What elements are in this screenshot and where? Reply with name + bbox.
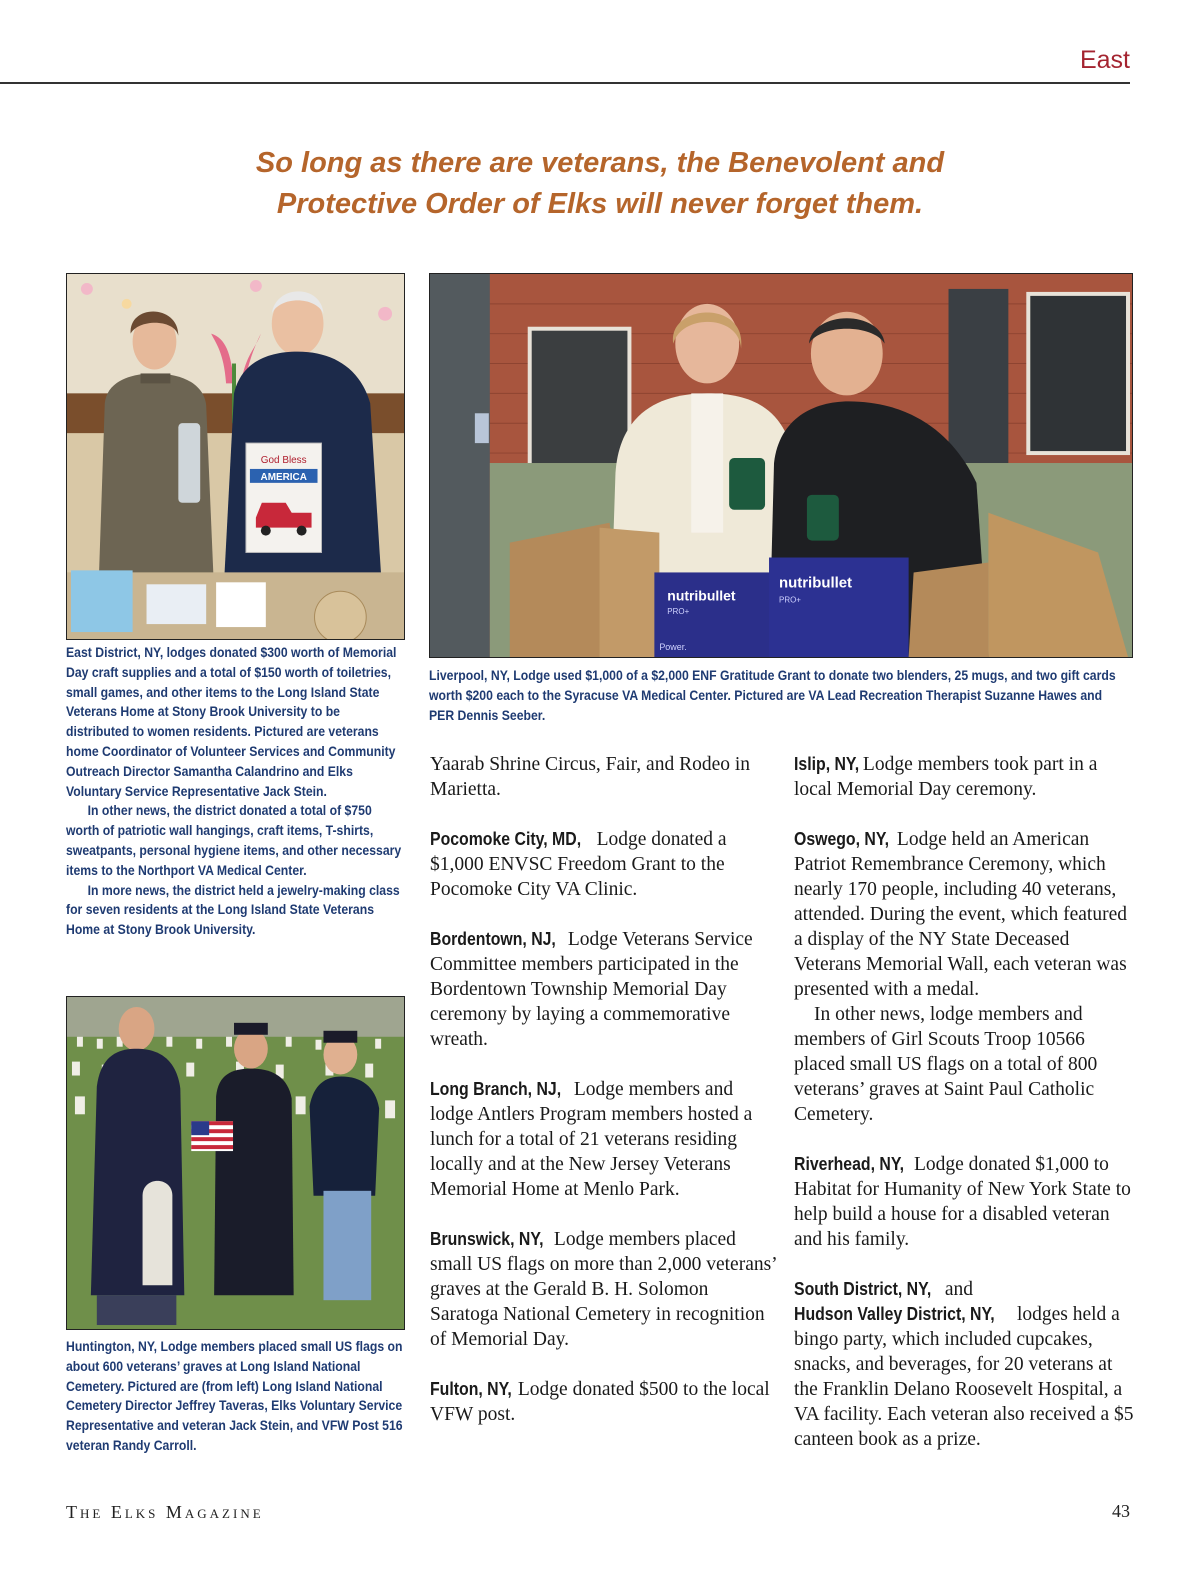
news-item <box>430 752 780 802</box>
caption-text: lodges donated $300 worth of Memorial Day craft supplies and a total of $150 worth of toiletries, small games, and other items to the Long Island State Veterans Home at Stony Brook University to be distributed to women residents. Pictured are veterans home Coordinator of Volunteer Services and Community Outreach Director Samantha Calandrino and Elks Voluntary Service Representative Jack Stein. <box>66 645 397 799</box>
article-column-2 <box>430 752 780 1452</box>
news-item <box>794 1277 1139 1452</box>
news-item-text: lodges held a bingo party, which included cupcakes, snacks, and beverages, for 20 veterans at the Franklin Delano Roosevelt Hospital, a VA facility. Each veteran also received a $5 canteen book as a prize. <box>794 1304 1134 1450</box>
photo-huntington <box>66 996 405 1330</box>
caption-lead: East District, NY, <box>66 645 164 660</box>
news-item-lead: Bordentown, NJ, <box>430 929 556 949</box>
caption-text: Lodge used $1,000 of a $2,000 ENF Gratitude Grant to donate two blenders, 25 mugs, and two gift cards worth $200 each to the Syracuse VA Medical Center. Pictured are VA Lead Recreation Therapist Suzanne Hawes and PER Dennis Seeber. <box>429 668 1116 723</box>
section-tag: East <box>1079 46 1130 74</box>
news-item-text: Lodge donated $1,000 to Habitat for Humanity of New York State to help build a house for a disabled veteran and his family. <box>794 1154 1131 1250</box>
news-item-text: Yaarab Shrine Circus, Fair, and Rodeo in Marietta. <box>430 754 751 800</box>
bag-text-1: God Bless <box>260 454 307 466</box>
news-item-text: Lodge members took part in a local Memorial Day ceremony. <box>794 754 1098 800</box>
news-item <box>430 1227 780 1352</box>
pull-quote-line-2: Protective Order of Elks will never forget them. <box>276 188 924 220</box>
caption-east-district-p3: In more news, the district held a jewelry-making class for seven residents at the Long Island State Veterans Home at Stony Brook University. <box>66 882 400 938</box>
pull-quote-line-1: So long as there are veterans, the Benevolent and <box>255 147 945 179</box>
news-item-text: Lodge donated $500 to the local VFW post. <box>430 1379 770 1425</box>
box-sub-1: PRO+ <box>667 607 690 617</box>
caption-east-district <box>66 643 404 940</box>
news-item-lead: Islip, NY, <box>794 754 860 774</box>
header-rule <box>0 82 1130 84</box>
footer-magazine-name: The Elks Magazine <box>66 1502 264 1522</box>
news-item <box>794 752 1139 802</box>
news-item-mid: and <box>944 1279 974 1300</box>
news-item <box>430 827 780 902</box>
news-item-text: Lodge Veterans Service Committee members participated in the Bordentown Township Memorial Day ceremony by laying a commemorative wreath. <box>430 929 753 1050</box>
caption-huntington <box>66 1337 404 1456</box>
pull-quote <box>150 143 1050 225</box>
caption-east-district-p2: In other news, the district donated a total of $750 worth of patriotic wall hangings, craft items, T-shirts, sweatpants, personal hygiene items, and other necessary items to the Northport VA Medical Center. <box>66 803 402 878</box>
news-item-lead: Long Branch, NJ, <box>430 1079 562 1099</box>
news-item-lead-2: Hudson Valley District, NY, <box>794 1304 995 1324</box>
box-brand-1: nutribullet <box>667 587 736 604</box>
box-brand-2: nutribullet <box>779 574 853 592</box>
caption-text: Lodge members placed small US flags on about 600 veterans’ graves at Long Island National Cemetery. Pictured are (from left) Long Island National Cemetery Director Jeffrey Taveras, Elks Voluntary Service Representative and veteran Jack Stein, and VFW Post 516 veteran Randy Carroll. <box>66 1339 403 1453</box>
news-item-text: Lodge members and lodge Antlers Program members hosted a lunch for a total of 21 veterans residing locally and at the New Jersey Veterans Memorial Home at Menlo Park. <box>430 1079 753 1200</box>
news-item-text: Lodge members placed small US flags on more than 2,000 veterans’ graves at the Gerald B. H. Solomon Saratoga National Cemetery in recognition of Memorial Day. <box>430 1229 777 1350</box>
news-item <box>794 1152 1139 1252</box>
caption-east-district-p1 <box>66 643 404 801</box>
bag-text-2: AMERICA <box>260 471 307 483</box>
news-item <box>430 1377 780 1427</box>
news-item <box>794 827 1139 1127</box>
news-item <box>430 927 780 1052</box>
news-item-text-2: In other news, lodge members and members of Girl Scouts Troop 10566 placed small US flags on a total of 800 veterans’ graves at Saint Paul Catholic Cemetery. <box>794 1004 1098 1125</box>
box-sub-2: PRO+ <box>779 595 801 605</box>
caption-lead: Liverpool, NY, <box>429 668 510 683</box>
news-item-lead: Fulton, NY, <box>430 1379 512 1399</box>
news-item-lead: South District, NY, <box>794 1279 932 1299</box>
page-number: 43 <box>1112 1501 1130 1521</box>
photo-east-district <box>66 273 405 640</box>
box-power: Power. <box>659 642 687 653</box>
photo-liverpool <box>429 273 1133 658</box>
news-item-lead: Riverhead, NY, <box>794 1154 905 1174</box>
caption-lead: Huntington, NY, <box>66 1339 158 1354</box>
news-item-text: Lodge held an American Patriot Remembrance Ceremony, which nearly 170 people, including 40 veterans, attended. During the event, which featured a display of the NY State Deceased Veterans Memorial Wall, each veteran was presented with a medal. <box>794 829 1127 1000</box>
news-item-lead: Brunswick, NY, <box>430 1229 544 1249</box>
news-item <box>430 1077 780 1202</box>
caption-liverpool <box>429 666 1118 725</box>
news-item-text: Lodge donated a $1,000 ENVSC Freedom Grant to the Pocomoke City VA Clinic. <box>430 829 727 900</box>
news-item-lead: Oswego, NY, <box>794 829 890 849</box>
article-column-3 <box>794 752 1139 1477</box>
news-item-lead: Pocomoke City, MD, <box>430 829 582 849</box>
